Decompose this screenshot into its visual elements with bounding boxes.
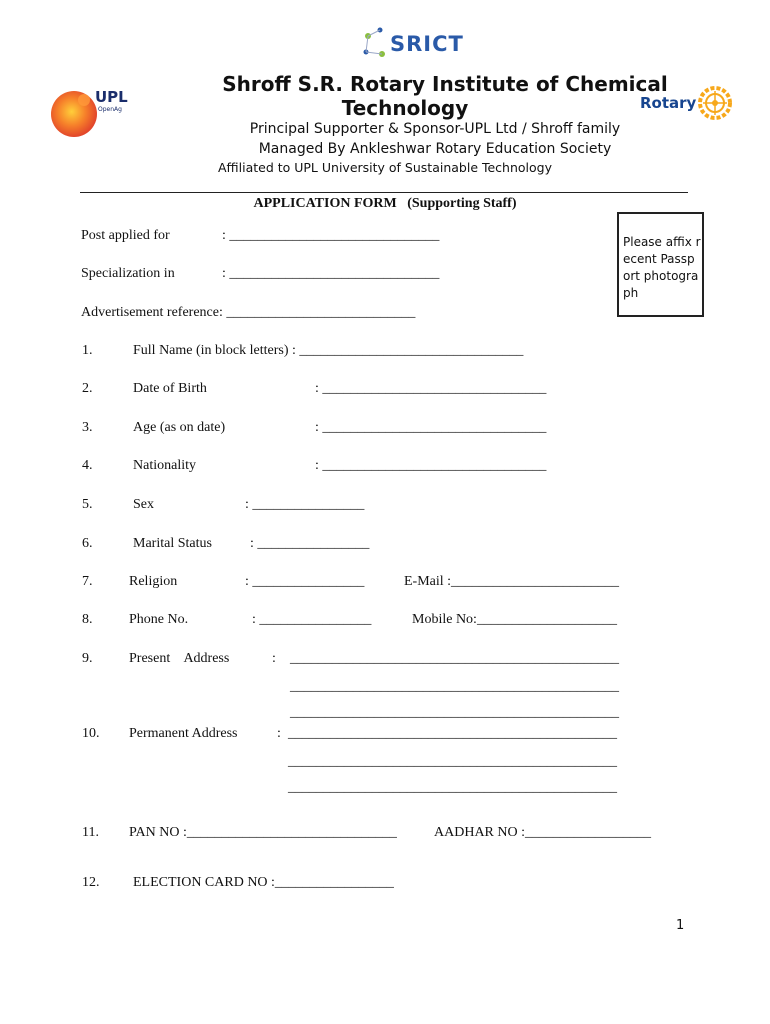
srict-logo	[360, 24, 462, 64]
election-card-field[interactable]: ELECTION CARD NO :_________________	[133, 875, 394, 890]
sex-field[interactable]: : ________________	[245, 497, 365, 512]
srict-logo-text: SRICT	[390, 32, 464, 56]
field-number: 6.	[82, 536, 93, 551]
dob-field[interactable]: : ________________________________	[315, 381, 547, 396]
institute-title	[170, 72, 720, 120]
present-address-line-1[interactable]: _______________________________________________	[290, 651, 619, 666]
photo-box-text: Please affix recent Passport photograph	[623, 235, 701, 300]
upl-logo	[50, 86, 150, 138]
phone-label: Phone No.	[129, 612, 189, 627]
permanent-address-line-2[interactable]: _______________________________________________	[288, 754, 617, 769]
page-number: 1	[676, 918, 685, 933]
subtitle-managed-by: Managed By Ankleshwar Rotary Education Society	[258, 141, 612, 157]
institute-title-line1: Shroff S.R. Rotary Institute of Chemical	[222, 72, 668, 96]
full-name-field[interactable]: Full Name (in block letters) : ________________________________	[133, 343, 524, 358]
advertisement-ref-field[interactable]: Advertisement reference: ___________________________	[81, 305, 416, 320]
post-applied-label: Post applied for	[81, 228, 170, 243]
upl-tagline: OpenAg	[98, 106, 122, 113]
nationality-field[interactable]: : ________________________________	[315, 458, 547, 473]
sex-label: Sex	[133, 497, 154, 512]
age-field[interactable]: : ________________________________	[315, 420, 547, 435]
present-address-line-2[interactable]: _______________________________________________	[290, 679, 619, 694]
photo-box	[617, 212, 704, 317]
field-number: 4.	[82, 458, 93, 473]
email-field[interactable]: E-Mail :________________________	[404, 574, 620, 589]
subtitle-affiliation: Affiliated to UPL University of Sustainable Technology	[217, 160, 552, 175]
field-number: 11.	[82, 825, 99, 840]
header-divider	[80, 192, 688, 193]
molecule-icon	[360, 24, 390, 64]
phone-field[interactable]: : ________________	[252, 612, 372, 627]
rotary-logo-text: Rotary	[640, 94, 697, 112]
specialization-label: Specialization in	[81, 266, 175, 281]
present-address-colon: :	[272, 651, 276, 666]
present-address-label: Present Address	[129, 651, 230, 666]
field-number: 8.	[82, 612, 93, 627]
upl-logo-text: UPL	[95, 88, 128, 106]
field-number: 2.	[82, 381, 93, 396]
specialization-field[interactable]: : ______________________________	[222, 266, 440, 281]
field-number: 5.	[82, 497, 93, 512]
field-number: 1.	[82, 343, 93, 358]
institute-title-line2: Technology	[341, 96, 469, 120]
marital-status-field[interactable]: : ________________	[250, 536, 370, 551]
field-number: 9.	[82, 651, 93, 666]
marital-status-label: Marital Status	[133, 536, 212, 551]
nationality-label: Nationality	[133, 458, 196, 473]
permanent-address-line-1[interactable]: _______________________________________________	[288, 726, 617, 741]
dob-label: Date of Birth	[133, 381, 207, 396]
mobile-field[interactable]: Mobile No:____________________	[412, 612, 617, 627]
religion-label: Religion	[129, 574, 178, 589]
aadhar-field[interactable]: AADHAR NO :__________________	[434, 825, 651, 840]
pan-field[interactable]: PAN NO :______________________________	[129, 825, 397, 840]
permanent-address-line-3[interactable]: _______________________________________________	[288, 780, 617, 795]
field-number: 12.	[82, 875, 100, 890]
form-title: APPLICATION FORM (Supporting Staff)	[253, 196, 517, 211]
permanent-address-label: Permanent Address	[129, 726, 238, 741]
age-label: Age (as on date)	[133, 420, 226, 435]
field-number: 10.	[82, 726, 100, 741]
religion-field[interactable]: : ________________	[245, 574, 365, 589]
post-applied-field[interactable]: : ______________________________	[222, 228, 440, 243]
permanent-address-colon: :	[277, 726, 281, 741]
present-address-line-3[interactable]: _______________________________________________	[290, 705, 619, 720]
subtitle-sponsor: Principal Supporter & Sponsor-UPL Ltd / Shroff family	[249, 121, 621, 137]
field-number: 3.	[82, 420, 93, 435]
field-number: 7.	[82, 574, 93, 589]
